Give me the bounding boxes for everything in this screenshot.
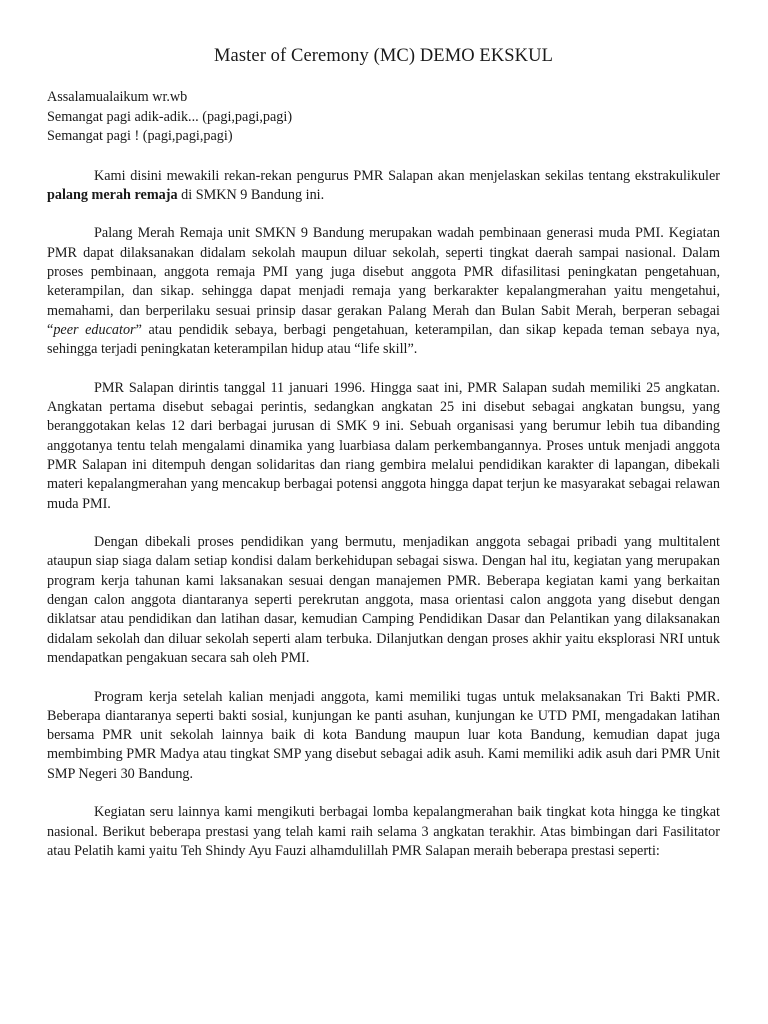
paragraph-achievements: Kegiatan seru lainnya kami mengikuti berbagai lomba kepalangmerahan baik tingkat kota hingga ke tingkat nasional. Berikut beberapa prestasi yang telah kami raih selama 3 angkatan terakhir. Atas bimbingan dari Fasilitator atau Pelatih kami yaitu Teh Shindy Ayu Fauzi alhamdulillah PMR Salapan meraih beberapa prestasi seperti:	[47, 804, 720, 859]
text-run: di SMKN 9 Bandung ini.	[177, 186, 325, 203]
document-title: Master of Ceremony (MC) DEMO EKSKUL	[213, 46, 554, 66]
text-run: ” atau pendidik sebaya, berbagi pengetahuan, keterampilan, dan sikap kepada teman sebaya nya, sehingga terjadi peningkatan keterampilan hidup atau “life skill”.	[47, 321, 720, 358]
greeting-line: Semangat pagi adik-adik... (pagi,pagi,pagi)	[47, 108, 293, 125]
paragraph-about-pmr	[47, 224, 720, 359]
paragraph-history: PMR Salapan dirintis tanggal 11 januari 1996. Hingga saat ini, PMR Salapan sudah memiliki 25 angkatan. Angkatan pertama disebut sebagai perintis, sedangkan angkatan 25 ini disebut sebagai angkatan bungsu, yang beranggotakan kelas 12 dari berbagai jurusan di SMK 9 ini. Sebuah organisasi yang berumur lebih tua dibanding anggotanya tentu telah mengalami dinamika yang luarbiasa dalam perkembangannya. Proses untuk menjadi anggota PMR Salapan ini ditempuh dengan solidaritas dan riang gembira melalui pendidikan karakter di lapangan, dibekali materi kepalangmerahan yang mencakup berbagai potensi anggota hingga dapat terjun ke masyarakat sebagai relawan muda PMI.	[47, 379, 720, 512]
bold-term: palang merah remaja	[47, 186, 178, 203]
greeting-line: Semangat pagi ! (pagi,pagi,pagi)	[47, 128, 233, 144]
paragraph-education: Dengan dibekali proses pendidikan yang bermutu, menjadikan anggota sebagai pribadi yang multitalent ataupun siap siaga dalam setiap kondisi dalam berkehidupan sebagai siswa. Dengan hal itu, kegiatan yang merupakan program kerja tahunan kami laksanakan sesuai dengan manajemen PMR. Beberapa kegiatan kami yang berkaitan dengan calon anggota diantaranya seperti perekrutan anggota, masa orientasi calon anggota yang disebut dengan diklatsar atau pendidikan dan latihan dasar, kemudian Camping Pendidikan Dasar dan Pelantikan yang dilaksanakan didalam sekolah dan diluar sekolah seperti alam terbuka. Dilanjutkan dengan proses akhir yaitu eksplorasi NRI untuk mendapatkan pengakuan secara sah oleh PMI.	[47, 534, 720, 666]
text-run: Palang Merah Remaja unit SMKN 9 Bandung merupakan wadah pembinaan generasi muda PMI. Kegiatan PMR dapat dilaksanakan didalam sekolah maupun diluar sekolah, seperti tingkat daerah sampai nasional. Dalam proses pembinaan, anggota remaja PMI yang juga disebut anggota PMR difasilitasi peningkatan pengetahuan, keterampilan, dan sikap. sehingga dapat menjadi remaja yang berkarakter kepalangmerahan yaitu mengetahui, memahami, dan berperilaku sesuai prinsip dasar gerakan Palang Merah dan Bulan Sabit Merah, berperan sebagai “	[47, 225, 720, 338]
text-run: Kami disini mewakili rekan-rekan pengurus PMR Salapan akan menjelaskan sekilas tentang ekstrakulikuler	[94, 167, 720, 184]
italic-term: peer educator	[53, 321, 136, 338]
greeting-line: Assalamualaikum wr.wb	[47, 89, 188, 105]
paragraph-intro	[47, 167, 720, 206]
greeting-block	[47, 88, 720, 147]
paragraph-program: Program kerja setelah kalian menjadi anggota, kami memiliki tugas untuk melaksanakan Tri Bakti PMR. Beberapa diantaranya seperti bakti sosial, kunjungan ke panti asuhan, kunjungan ke UTD PMI, mengadakan latihan bersama PMR unit sekolah lainnya baik di kota Bandung maupun luar kota Bandung, kemudian dapat juga membimbing PMR Madya atau tingkat SMP yang disebut sebagai adik asuh. Kami memiliki adik asuh dari PMR Unit SMP Negeri 30 Bandung.	[47, 688, 720, 782]
